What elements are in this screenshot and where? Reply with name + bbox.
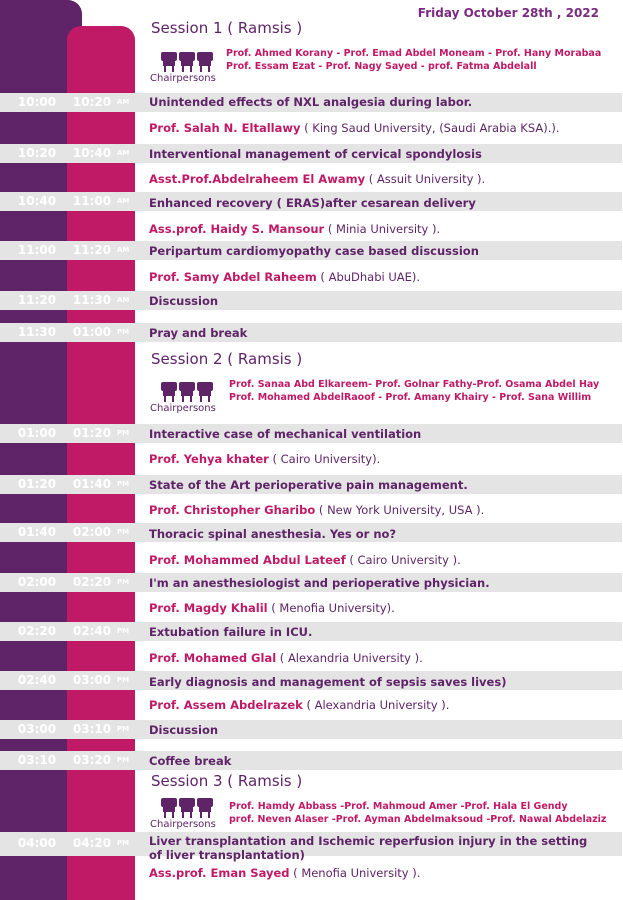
start-time: 02:20 (17, 624, 57, 638)
speaker-name: Prof. Samy Abdel Raheem (149, 270, 317, 284)
talk-title: Discussion (149, 723, 219, 737)
speaker-affiliation: ( King Saud University, (Saudi Arabia KSA).). (300, 121, 560, 135)
speaker-line (149, 553, 461, 567)
session-3-chairs (229, 801, 606, 826)
end-time: 01:40 (72, 477, 112, 491)
end-time: 02:00 (72, 525, 112, 539)
am-pm: PM (117, 429, 130, 437)
speaker-affiliation: ( Assuit University ). (365, 172, 486, 186)
speaker-affiliation: ( Cairo University ). (345, 553, 461, 567)
am-pm: PM (117, 627, 130, 635)
speaker-name: Prof. Christopher Gharibo (149, 503, 316, 517)
session-2-title: Session 2 ( Ramsis ) (151, 350, 303, 368)
time-band (0, 323, 622, 342)
start-time: 01:40 (17, 525, 57, 539)
talk-title: Interactive case of mechanical ventilation (149, 427, 422, 441)
speaker-affiliation: ( Menofia University ). (289, 866, 421, 880)
chair-line: Prof. Mohamed AbdelRaoof - Prof. Amany Khairy - Prof. Sana Willim (229, 391, 592, 403)
speaker-line (149, 452, 380, 466)
am-pm: PM (117, 676, 130, 684)
end-time: 01:20 (72, 426, 112, 440)
start-time: 11:20 (17, 293, 57, 307)
speaker-line (149, 270, 420, 284)
talk-title: Coffee break (149, 754, 232, 768)
chairpersons-label: Chairpersons (150, 819, 216, 830)
talk-title: Enhanced recovery ( ERAS)after cesarean delivery (149, 196, 476, 210)
speaker-affiliation: ( Minia University ). (324, 222, 441, 236)
time-band (0, 291, 622, 310)
end-time: 10:40 (72, 146, 112, 160)
speaker-line (149, 222, 440, 236)
speaker-name: Prof. Assem Abdelrazek (149, 698, 303, 712)
speaker-name: Prof. Mohammed Abdul Lateef (149, 553, 346, 567)
end-time: 01:00 (72, 325, 112, 339)
end-time: 11:00 (72, 194, 112, 208)
end-time: 11:20 (72, 243, 112, 257)
speaker-name: Ass.prof. Haidy S. Mansour (149, 222, 325, 236)
am-pm: PM (117, 725, 130, 733)
talk-title: Discussion (149, 294, 219, 308)
chair-line: Prof. Essam Ezat - Prof. Nagy Sayed - prof. Fatma Abdelall (226, 60, 537, 72)
speaker-affiliation: ( Alexandria University ). (276, 651, 423, 665)
end-time: 02:20 (72, 575, 112, 589)
chairpersons-icon (160, 796, 214, 818)
start-time: 10:00 (17, 95, 57, 109)
am-pm: AM (117, 246, 130, 254)
chair-line: Prof. Ahmed Korany - Prof. Emad Abdel Moneam - Prof. Hany Morabaa (226, 48, 602, 59)
talk-title: State of the Art perioperative pain management. (149, 478, 468, 492)
speaker-affiliation: ( Menofia University). (267, 601, 395, 615)
speaker-name: Prof. Mohamed Glal (149, 651, 277, 665)
am-pm: AM (117, 296, 130, 304)
talk-title: Peripartum cardiomyopathy case based discussion (149, 244, 479, 258)
am-pm: PM (117, 839, 130, 847)
speaker-name: Prof. Salah N. Eltallawy (149, 121, 301, 135)
am-pm: PM (117, 756, 130, 764)
speaker-line (149, 651, 423, 665)
speaker-line (149, 172, 485, 186)
talk-title: Early diagnosis and management of sepsis saves lives) (149, 675, 507, 689)
start-time: 11:00 (17, 243, 57, 257)
am-pm: AM (117, 197, 130, 205)
speaker-line (149, 866, 420, 880)
start-time: 02:00 (17, 575, 57, 589)
talk-title: Pray and break (149, 326, 248, 340)
speaker-affiliation: ( New York University, USA ). (315, 503, 485, 517)
speaker-affiliation: ( Cairo University). (268, 452, 381, 466)
session-3-title: Session 3 ( Ramsis ) (151, 772, 303, 790)
start-time: 10:20 (17, 146, 57, 160)
talk-title: Unintended effects of NXL analgesia during labor. (149, 95, 473, 109)
end-time: 10:20 (72, 95, 112, 109)
start-time: 02:40 (17, 673, 57, 687)
am-pm: PM (117, 578, 130, 586)
am-pm: PM (117, 480, 130, 488)
speaker-name: Asst.Prof.Abdelraheem El Awamy (149, 172, 366, 186)
time-band (0, 720, 622, 739)
am-pm: PM (117, 528, 130, 536)
session-2-chairs (229, 379, 599, 404)
chairpersons-icon (160, 380, 214, 402)
chair-line: prof. Neven Alaser -Prof. Ayman Abdelmaksoud -Prof. Nawal Abdelaziz (229, 813, 607, 825)
end-time: 03:00 (72, 673, 112, 687)
speaker-line (149, 601, 395, 615)
chair-line: Prof. Sanaa Abd Elkareem- Prof. Golnar Fathy-Prof. Osama Abdel Hay (229, 379, 600, 390)
speaker-line (149, 121, 560, 135)
talk-title: Interventional management of cervical spondylosis (149, 147, 482, 161)
end-time: 02:40 (72, 624, 112, 638)
talk-title: Thoracic spinal anesthesia. Yes or no? (149, 527, 397, 541)
talk-title: Liver transplantation and Ischemic reperfusion injury in the setting of liver transplantation) (149, 834, 588, 862)
speaker-affiliation: ( AbuDhabi UAE). (316, 270, 421, 284)
talk-title: Extubation failure in ICU. (149, 625, 313, 639)
time-band (0, 751, 622, 770)
speaker-line (149, 698, 449, 712)
session-1-title: Session 1 ( Ramsis ) (151, 19, 303, 37)
speaker-affiliation: ( Alexandria University ). (302, 698, 450, 712)
am-pm: AM (117, 98, 130, 106)
start-time: 11:30 (17, 325, 57, 339)
speaker-name: Ass.prof. Eman Sayed (149, 866, 290, 880)
program-date: Friday October 28th , 2022 (417, 6, 599, 20)
start-time: 01:20 (17, 477, 57, 491)
speaker-line (149, 503, 484, 517)
session-1-chairs (226, 48, 601, 73)
am-pm: PM (117, 328, 130, 336)
start-time: 03:10 (17, 753, 57, 767)
end-time: 03:10 (72, 722, 112, 736)
end-time: 03:20 (72, 753, 112, 767)
chairpersons-icon (160, 50, 214, 72)
start-time: 10:40 (17, 194, 57, 208)
end-time: 04:20 (72, 836, 112, 850)
start-time: 03:00 (17, 722, 57, 736)
chairpersons-label: Chairpersons (150, 73, 216, 84)
start-time: 04:00 (17, 836, 57, 850)
am-pm: AM (117, 149, 130, 157)
speaker-name: Prof. Yehya khater (149, 452, 269, 466)
talk-title: I'm an anesthesiologist and perioperative physician. (149, 576, 490, 590)
end-time: 11:30 (72, 293, 112, 307)
chair-line: Prof. Hamdy Abbass -Prof. Mahmoud Amer -Prof. Hala El Gendy (229, 801, 568, 812)
speaker-name: Prof. Magdy Khalil (149, 601, 268, 615)
start-time: 01:00 (17, 426, 57, 440)
chairpersons-label: Chairpersons (150, 403, 216, 414)
